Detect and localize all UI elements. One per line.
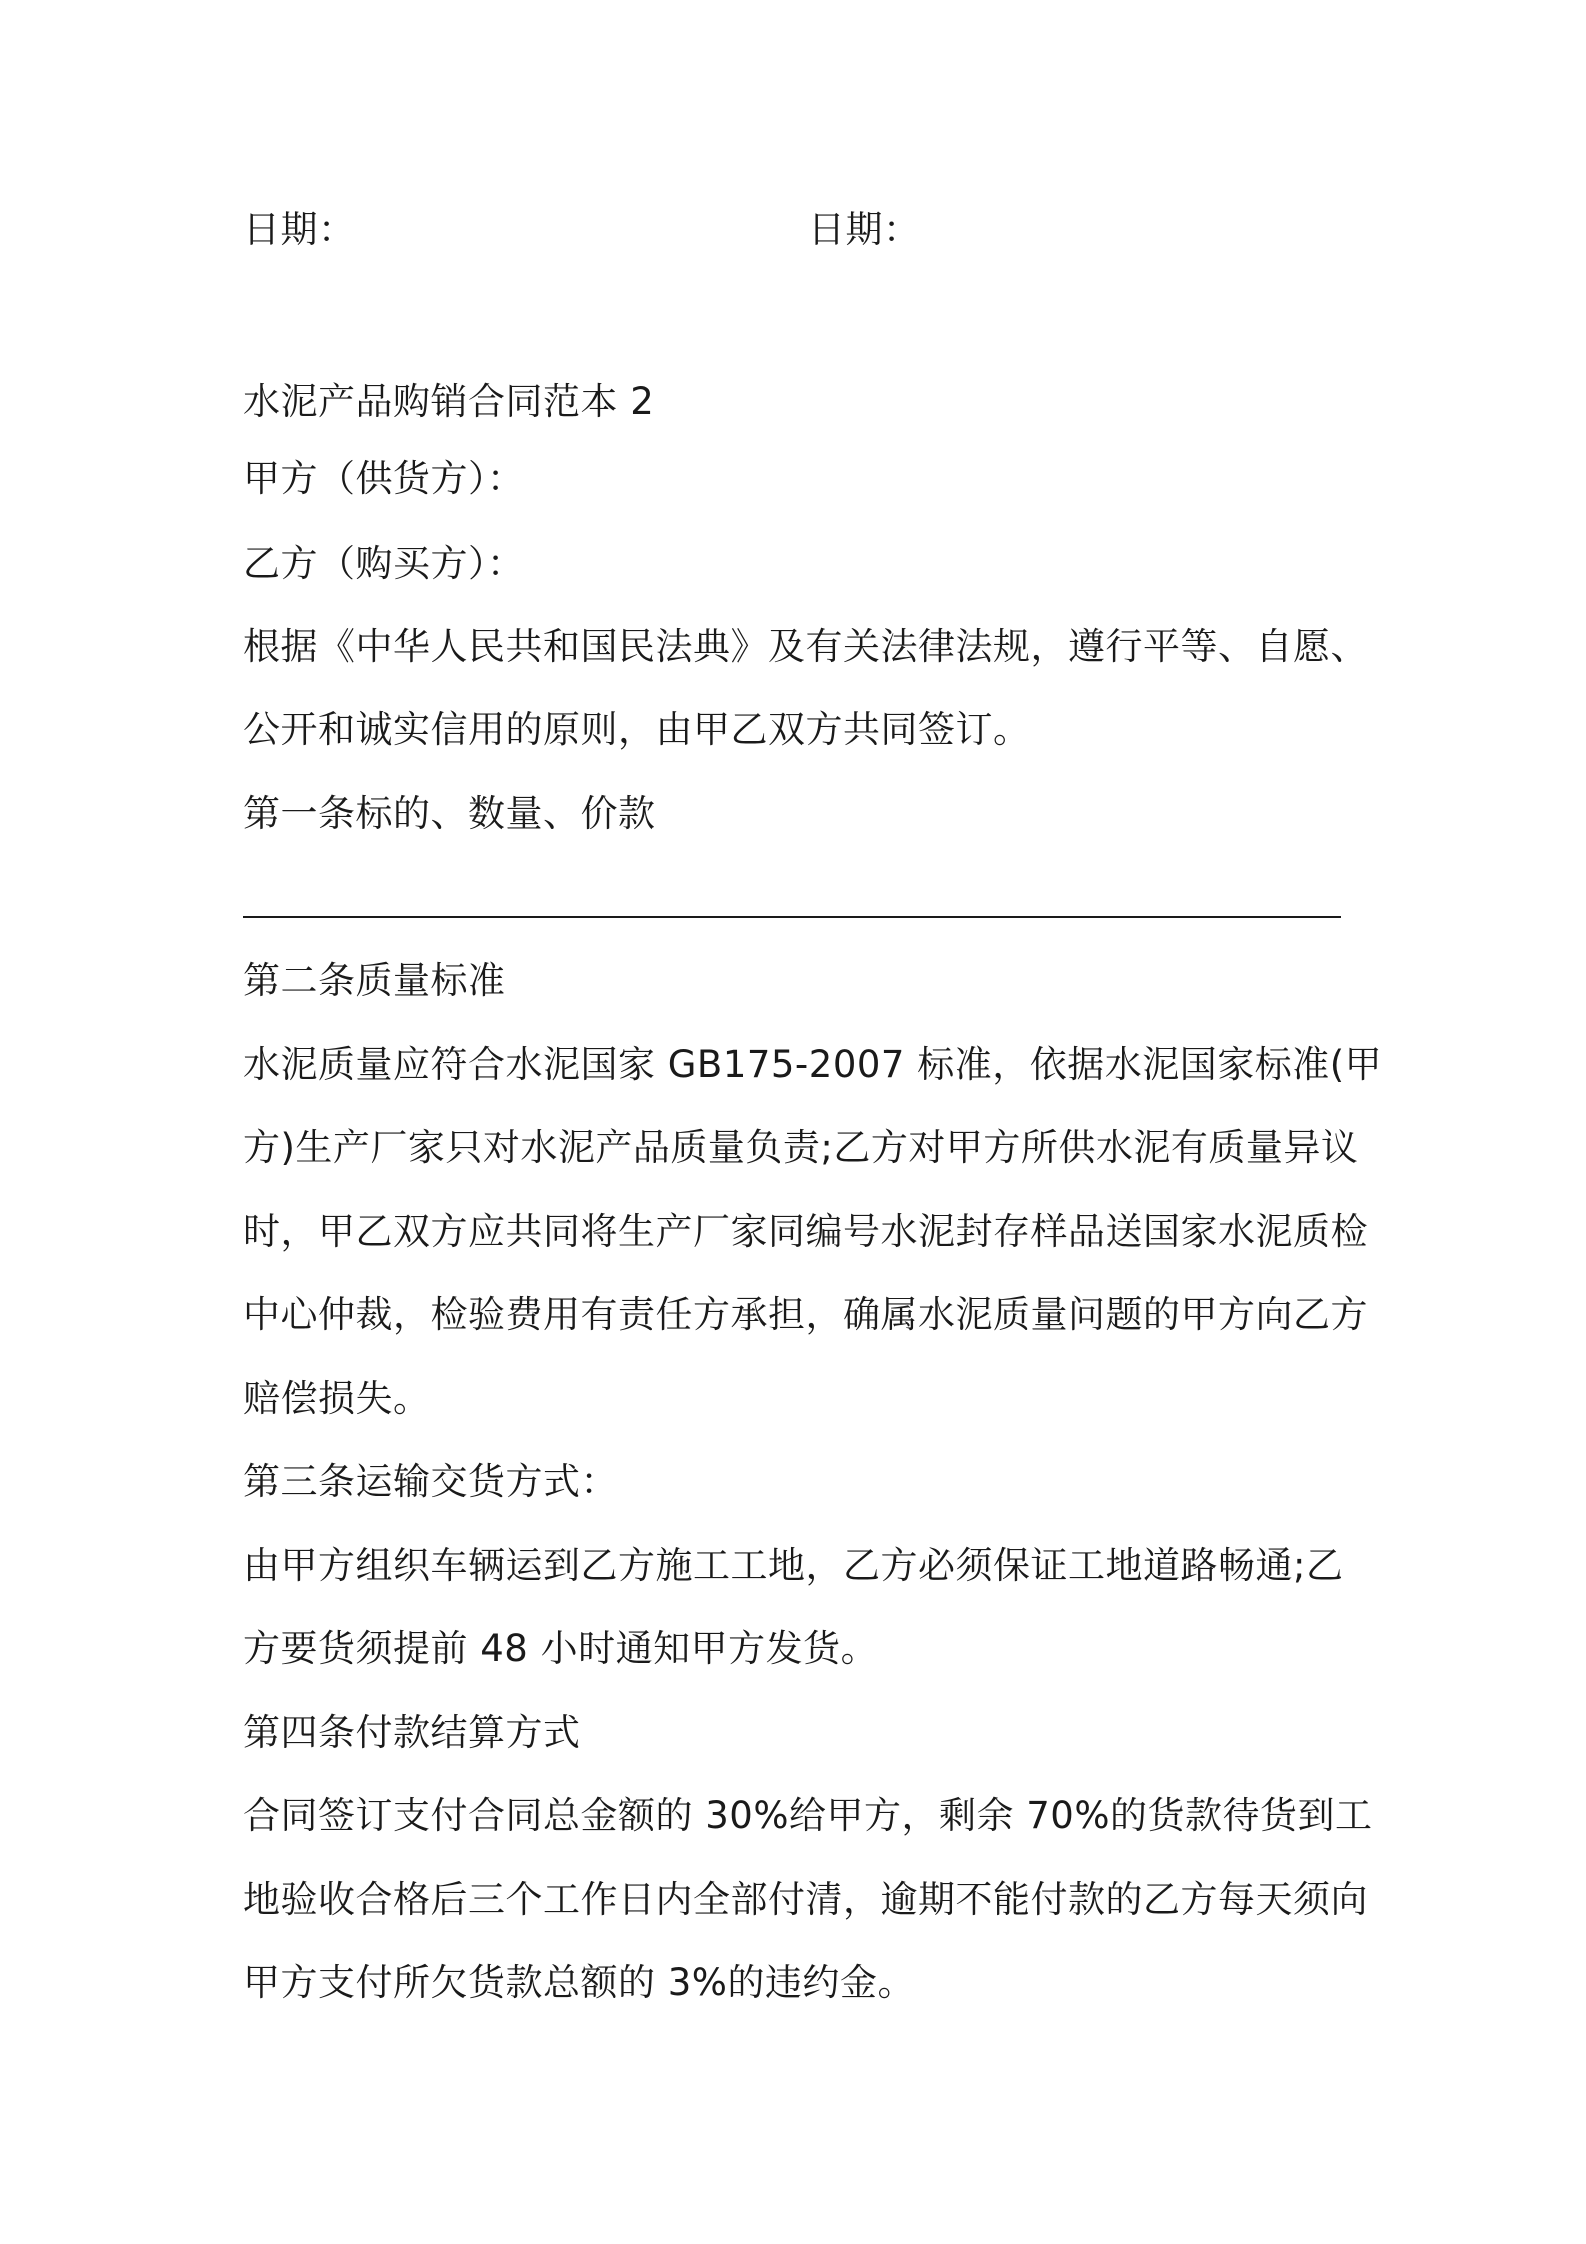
article2-body-line: 水泥质量应符合水泥国家 GB175-2007 标准，依据水泥国家标准(甲	[243, 1043, 1383, 1086]
article4-heading: 第四条付款结算方式	[243, 1711, 581, 1754]
article3-body-line: 由甲方组织车辆运到乙方施工工地，乙方必须保证工地道路畅通;乙	[243, 1544, 1344, 1587]
signature-date-row	[243, 206, 1343, 254]
article2-heading: 第二条质量标准	[243, 959, 506, 1002]
date-left-label: 日期：	[243, 208, 356, 251]
contract-title: 水泥产品购销合同范本 2	[243, 380, 655, 423]
blank-fill-line	[243, 916, 1341, 918]
article2-body-line: 赔偿损失。	[243, 1377, 431, 1420]
article2-body-line: 方)生产厂家只对水泥产品质量负责;乙方对甲方所供水泥有质量异议	[243, 1126, 1359, 1169]
article4-body-line: 甲方支付所欠货款总额的 3%的违约金。	[243, 1961, 915, 2004]
preamble-line: 公开和诚实信用的原则，由甲乙双方共同签订。	[243, 708, 1031, 751]
party-a: 甲方（供货方）：	[243, 457, 525, 500]
preamble-line: 根据《中华人民共和国民法典》及有关法律法规，遵行平等、自愿、	[243, 625, 1368, 668]
article1-heading: 第一条标的、数量、价款	[243, 792, 656, 835]
article4-body-line: 合同签订支付合同总金额的 30%给甲方，剩余 70%的货款待货到工	[243, 1794, 1373, 1837]
date-right-label: 日期：	[808, 208, 921, 251]
article3-heading: 第三条运输交货方式：	[243, 1460, 618, 1503]
article2-body-line: 中心仲裁，检验费用有责任方承担，确属水泥质量问题的甲方向乙方	[243, 1293, 1368, 1336]
article3-body-line: 方要货须提前 48 小时通知甲方发货。	[243, 1627, 879, 1670]
article4-body-line: 地验收合格后三个工作日内全部付清，逾期不能付款的乙方每天须向	[243, 1878, 1368, 1921]
article2-body-line: 时，甲乙双方应共同将生产厂家同编号水泥封存样品送国家水泥质检	[243, 1210, 1368, 1253]
party-b: 乙方（购买方）：	[243, 542, 525, 585]
